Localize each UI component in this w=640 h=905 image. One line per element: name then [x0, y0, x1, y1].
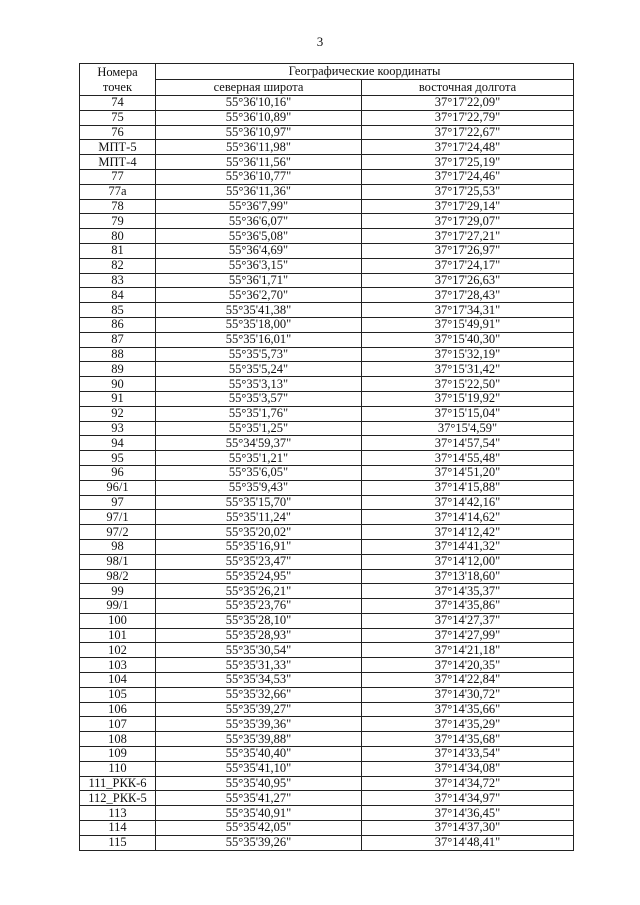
point-number-cell: 98	[80, 539, 156, 554]
point-number-cell: 76	[80, 125, 156, 140]
point-number-cell: 88	[80, 347, 156, 362]
latitude-cell: 55°35'9,43"	[156, 480, 362, 495]
latitude-cell: 55°35'41,10"	[156, 761, 362, 776]
longitude-cell: 37°14'35,37"	[362, 584, 574, 599]
longitude-cell: 37°14'20,35"	[362, 658, 574, 673]
longitude-cell: 37°14'34,97"	[362, 791, 574, 806]
table-row	[80, 317, 574, 332]
point-number-cell: 77	[80, 169, 156, 184]
table-row	[80, 702, 574, 717]
latitude-cell: 55°36'3,15"	[156, 258, 362, 273]
point-number-header-line2: точек	[102, 79, 133, 94]
longitude-cell: 37°17'25,19"	[362, 155, 574, 170]
table-row	[80, 465, 574, 480]
longitude-cell: 37°13'18,60"	[362, 569, 574, 584]
point-number-cell: 74	[80, 96, 156, 111]
longitude-cell: 37°15'4,59"	[362, 421, 574, 436]
latitude-cell: 55°36'11,98"	[156, 140, 362, 155]
latitude-cell: 55°36'10,16"	[156, 96, 362, 111]
longitude-cell: 37°17'24,46"	[362, 169, 574, 184]
latitude-cell: 55°35'39,36"	[156, 717, 362, 732]
latitude-cell: 55°35'39,88"	[156, 732, 362, 747]
table-row	[80, 687, 574, 702]
table-row	[80, 643, 574, 658]
table-row	[80, 495, 574, 510]
point-number-cell: 84	[80, 288, 156, 303]
table-row	[80, 169, 574, 184]
latitude-cell: 55°35'18,00"	[156, 317, 362, 332]
longitude-cell: 37°14'36,45"	[362, 806, 574, 821]
table-row	[80, 776, 574, 791]
latitude-cell: 55°35'16,91"	[156, 539, 362, 554]
table-row	[80, 525, 574, 540]
point-number-cell: 92	[80, 406, 156, 421]
longitude-cell: 37°17'29,14"	[362, 199, 574, 214]
point-number-cell: 100	[80, 613, 156, 628]
longitude-cell: 37°14'12,42"	[362, 525, 574, 540]
longitude-cell: 37°14'21,18"	[362, 643, 574, 658]
longitude-cell: 37°14'37,30"	[362, 821, 574, 836]
latitude-cell: 55°35'5,73"	[156, 347, 362, 362]
table-row	[80, 510, 574, 525]
longitude-cell: 37°17'24,48"	[362, 140, 574, 155]
longitude-cell: 37°15'15,04"	[362, 406, 574, 421]
longitude-cell: 37°14'15,88"	[362, 480, 574, 495]
table-row	[80, 806, 574, 821]
longitude-cell: 37°17'22,09"	[362, 96, 574, 111]
longitude-cell: 37°17'28,43"	[362, 288, 574, 303]
latitude-cell: 55°35'1,76"	[156, 406, 362, 421]
table-row	[80, 332, 574, 347]
point-number-cell: 97/1	[80, 510, 156, 525]
point-number-cell: 106	[80, 702, 156, 717]
table-row	[80, 791, 574, 806]
table-row	[80, 717, 574, 732]
longitude-cell: 37°14'27,37"	[362, 613, 574, 628]
table-row	[80, 391, 574, 406]
latitude-cell: 55°36'6,07"	[156, 214, 362, 229]
point-number-cell: 85	[80, 303, 156, 318]
point-number-cell: 101	[80, 628, 156, 643]
table-row	[80, 184, 574, 199]
table-row	[80, 229, 574, 244]
table-row	[80, 628, 574, 643]
geo-coordinates-header: Географические координаты	[156, 64, 574, 80]
point-number-cell: 80	[80, 229, 156, 244]
table-row	[80, 569, 574, 584]
point-number-cell: 87	[80, 332, 156, 347]
table-row	[80, 480, 574, 495]
table-row	[80, 747, 574, 762]
latitude-cell: 55°36'7,99"	[156, 199, 362, 214]
coordinates-table	[79, 63, 574, 851]
latitude-cell: 55°35'6,05"	[156, 465, 362, 480]
point-number-cell: 111_РКК-6	[80, 776, 156, 791]
table-row	[80, 199, 574, 214]
point-number-cell: 93	[80, 421, 156, 436]
latitude-cell: 55°36'1,71"	[156, 273, 362, 288]
table-row	[80, 732, 574, 747]
longitude-cell: 37°15'49,91"	[362, 317, 574, 332]
longitude-cell: 37°14'12,00"	[362, 554, 574, 569]
longitude-cell: 37°15'32,19"	[362, 347, 574, 362]
longitude-cell: 37°14'42,16"	[362, 495, 574, 510]
point-number-cell: 98/1	[80, 554, 156, 569]
table-row	[80, 155, 574, 170]
point-number-cell: 81	[80, 243, 156, 258]
longitude-cell: 37°17'24,17"	[362, 258, 574, 273]
table-row	[80, 140, 574, 155]
point-number-cell: 83	[80, 273, 156, 288]
latitude-cell: 55°35'20,02"	[156, 525, 362, 540]
point-number-header-line1: Номера	[97, 64, 138, 79]
point-number-cell: 113	[80, 806, 156, 821]
latitude-cell: 55°35'28,10"	[156, 613, 362, 628]
longitude-cell: 37°14'34,08"	[362, 761, 574, 776]
point-number-cell: 110	[80, 761, 156, 776]
table-row	[80, 613, 574, 628]
table-row	[80, 96, 574, 111]
latitude-cell: 55°35'23,76"	[156, 599, 362, 614]
longitude-cell: 37°14'35,66"	[362, 702, 574, 717]
latitude-cell: 55°35'31,33"	[156, 658, 362, 673]
table-row	[80, 436, 574, 451]
longitude-cell: 37°17'22,79"	[362, 110, 574, 125]
longitude-cell: 37°17'27,21"	[362, 229, 574, 244]
point-number-cell: 89	[80, 362, 156, 377]
point-number-cell: 97	[80, 495, 156, 510]
latitude-cell: 55°35'26,21"	[156, 584, 362, 599]
latitude-cell: 55°36'10,77"	[156, 169, 362, 184]
latitude-cell: 55°35'1,25"	[156, 421, 362, 436]
longitude-cell: 37°14'35,86"	[362, 599, 574, 614]
point-number-cell: 112_РКК-5	[80, 791, 156, 806]
point-number-cell: 79	[80, 214, 156, 229]
longitude-cell: 37°17'26,63"	[362, 273, 574, 288]
point-number-cell: 94	[80, 436, 156, 451]
table-row	[80, 421, 574, 436]
longitude-cell: 37°14'27,99"	[362, 628, 574, 643]
table-row	[80, 347, 574, 362]
table-row	[80, 658, 574, 673]
latitude-header: северная широта	[156, 80, 362, 96]
latitude-cell: 55°36'10,97"	[156, 125, 362, 140]
table-row	[80, 303, 574, 318]
longitude-cell: 37°14'30,72"	[362, 687, 574, 702]
point-number-cell: 114	[80, 821, 156, 836]
latitude-cell: 55°36'11,56"	[156, 155, 362, 170]
longitude-cell: 37°17'22,67"	[362, 125, 574, 140]
table-row	[80, 554, 574, 569]
point-number-cell: 91	[80, 391, 156, 406]
table-row	[80, 273, 574, 288]
longitude-cell: 37°14'57,54"	[362, 436, 574, 451]
longitude-cell: 37°14'48,41"	[362, 835, 574, 850]
table-row	[80, 288, 574, 303]
table-row	[80, 243, 574, 258]
latitude-cell: 55°35'39,26"	[156, 835, 362, 850]
point-number-cell: 95	[80, 451, 156, 466]
latitude-cell: 55°36'5,08"	[156, 229, 362, 244]
longitude-cell: 37°14'35,29"	[362, 717, 574, 732]
latitude-cell: 55°35'41,27"	[156, 791, 362, 806]
latitude-cell: 55°35'11,24"	[156, 510, 362, 525]
table-row	[80, 110, 574, 125]
point-number-cell: 105	[80, 687, 156, 702]
longitude-cell: 37°14'22,84"	[362, 673, 574, 688]
latitude-cell: 55°35'40,40"	[156, 747, 362, 762]
longitude-cell: 37°14'41,32"	[362, 539, 574, 554]
point-number-cell: 97/2	[80, 525, 156, 540]
point-number-cell: 104	[80, 673, 156, 688]
longitude-cell: 37°14'55,48"	[362, 451, 574, 466]
table-row	[80, 377, 574, 392]
latitude-cell: 55°36'10,89"	[156, 110, 362, 125]
latitude-cell: 55°35'5,24"	[156, 362, 362, 377]
longitude-cell: 37°15'40,30"	[362, 332, 574, 347]
longitude-cell: 37°14'33,54"	[362, 747, 574, 762]
longitude-cell: 37°14'14,62"	[362, 510, 574, 525]
latitude-cell: 55°35'40,91"	[156, 806, 362, 821]
table-row	[80, 599, 574, 614]
latitude-cell: 55°35'32,66"	[156, 687, 362, 702]
point-number-cell: 103	[80, 658, 156, 673]
latitude-cell: 55°35'23,47"	[156, 554, 362, 569]
point-number-cell: 75	[80, 110, 156, 125]
latitude-cell: 55°35'30,54"	[156, 643, 362, 658]
longitude-cell: 37°14'34,72"	[362, 776, 574, 791]
table-row	[80, 673, 574, 688]
latitude-cell: 55°35'28,93"	[156, 628, 362, 643]
table-row	[80, 362, 574, 377]
longitude-cell: 37°14'51,20"	[362, 465, 574, 480]
table-row	[80, 584, 574, 599]
latitude-cell: 55°36'4,69"	[156, 243, 362, 258]
longitude-cell: 37°17'25,53"	[362, 184, 574, 199]
point-number-cell: 96	[80, 465, 156, 480]
table-row	[80, 761, 574, 776]
point-number-cell: 99/1	[80, 599, 156, 614]
latitude-cell: 55°35'40,95"	[156, 776, 362, 791]
latitude-cell: 55°35'41,38"	[156, 303, 362, 318]
point-number-cell: 82	[80, 258, 156, 273]
table-row	[80, 214, 574, 229]
point-number-cell: 96/1	[80, 480, 156, 495]
point-number-cell: 90	[80, 377, 156, 392]
latitude-cell: 55°36'2,70"	[156, 288, 362, 303]
table-body	[80, 96, 574, 851]
table-row	[80, 406, 574, 421]
table-header	[80, 64, 574, 96]
point-number-cell: 86	[80, 317, 156, 332]
latitude-cell: 55°35'34,53"	[156, 673, 362, 688]
latitude-cell: 55°35'16,01"	[156, 332, 362, 347]
page-number: 3	[316, 34, 324, 49]
longitude-cell: 37°17'34,31"	[362, 303, 574, 318]
latitude-cell: 55°35'24,95"	[156, 569, 362, 584]
latitude-cell: 55°35'42,05"	[156, 821, 362, 836]
latitude-cell: 55°35'3,57"	[156, 391, 362, 406]
table-row	[80, 835, 574, 850]
point-number-cell: 77а	[80, 184, 156, 199]
point-number-header	[80, 64, 156, 96]
latitude-cell: 55°35'39,27"	[156, 702, 362, 717]
point-number-cell: 115	[80, 835, 156, 850]
latitude-cell: 55°35'15,70"	[156, 495, 362, 510]
longitude-header: восточная долгота	[362, 80, 574, 96]
table-row	[80, 539, 574, 554]
point-number-cell: 102	[80, 643, 156, 658]
latitude-cell: 55°34'59,37"	[156, 436, 362, 451]
table-row	[80, 451, 574, 466]
longitude-cell: 37°17'29,07"	[362, 214, 574, 229]
point-number-cell: 107	[80, 717, 156, 732]
longitude-cell: 37°15'31,42"	[362, 362, 574, 377]
point-number-cell: МПТ-5	[80, 140, 156, 155]
latitude-cell: 55°35'1,21"	[156, 451, 362, 466]
point-number-cell: МПТ-4	[80, 155, 156, 170]
latitude-cell: 55°36'11,36"	[156, 184, 362, 199]
table-row	[80, 821, 574, 836]
longitude-cell: 37°17'26,97"	[362, 243, 574, 258]
longitude-cell: 37°15'19,92"	[362, 391, 574, 406]
point-number-cell: 78	[80, 199, 156, 214]
point-number-cell: 98/2	[80, 569, 156, 584]
latitude-cell: 55°35'3,13"	[156, 377, 362, 392]
table-row	[80, 125, 574, 140]
longitude-cell: 37°15'22,50"	[362, 377, 574, 392]
point-number-cell: 108	[80, 732, 156, 747]
point-number-cell: 99	[80, 584, 156, 599]
table-row	[80, 258, 574, 273]
point-number-cell: 109	[80, 747, 156, 762]
longitude-cell: 37°14'35,68"	[362, 732, 574, 747]
